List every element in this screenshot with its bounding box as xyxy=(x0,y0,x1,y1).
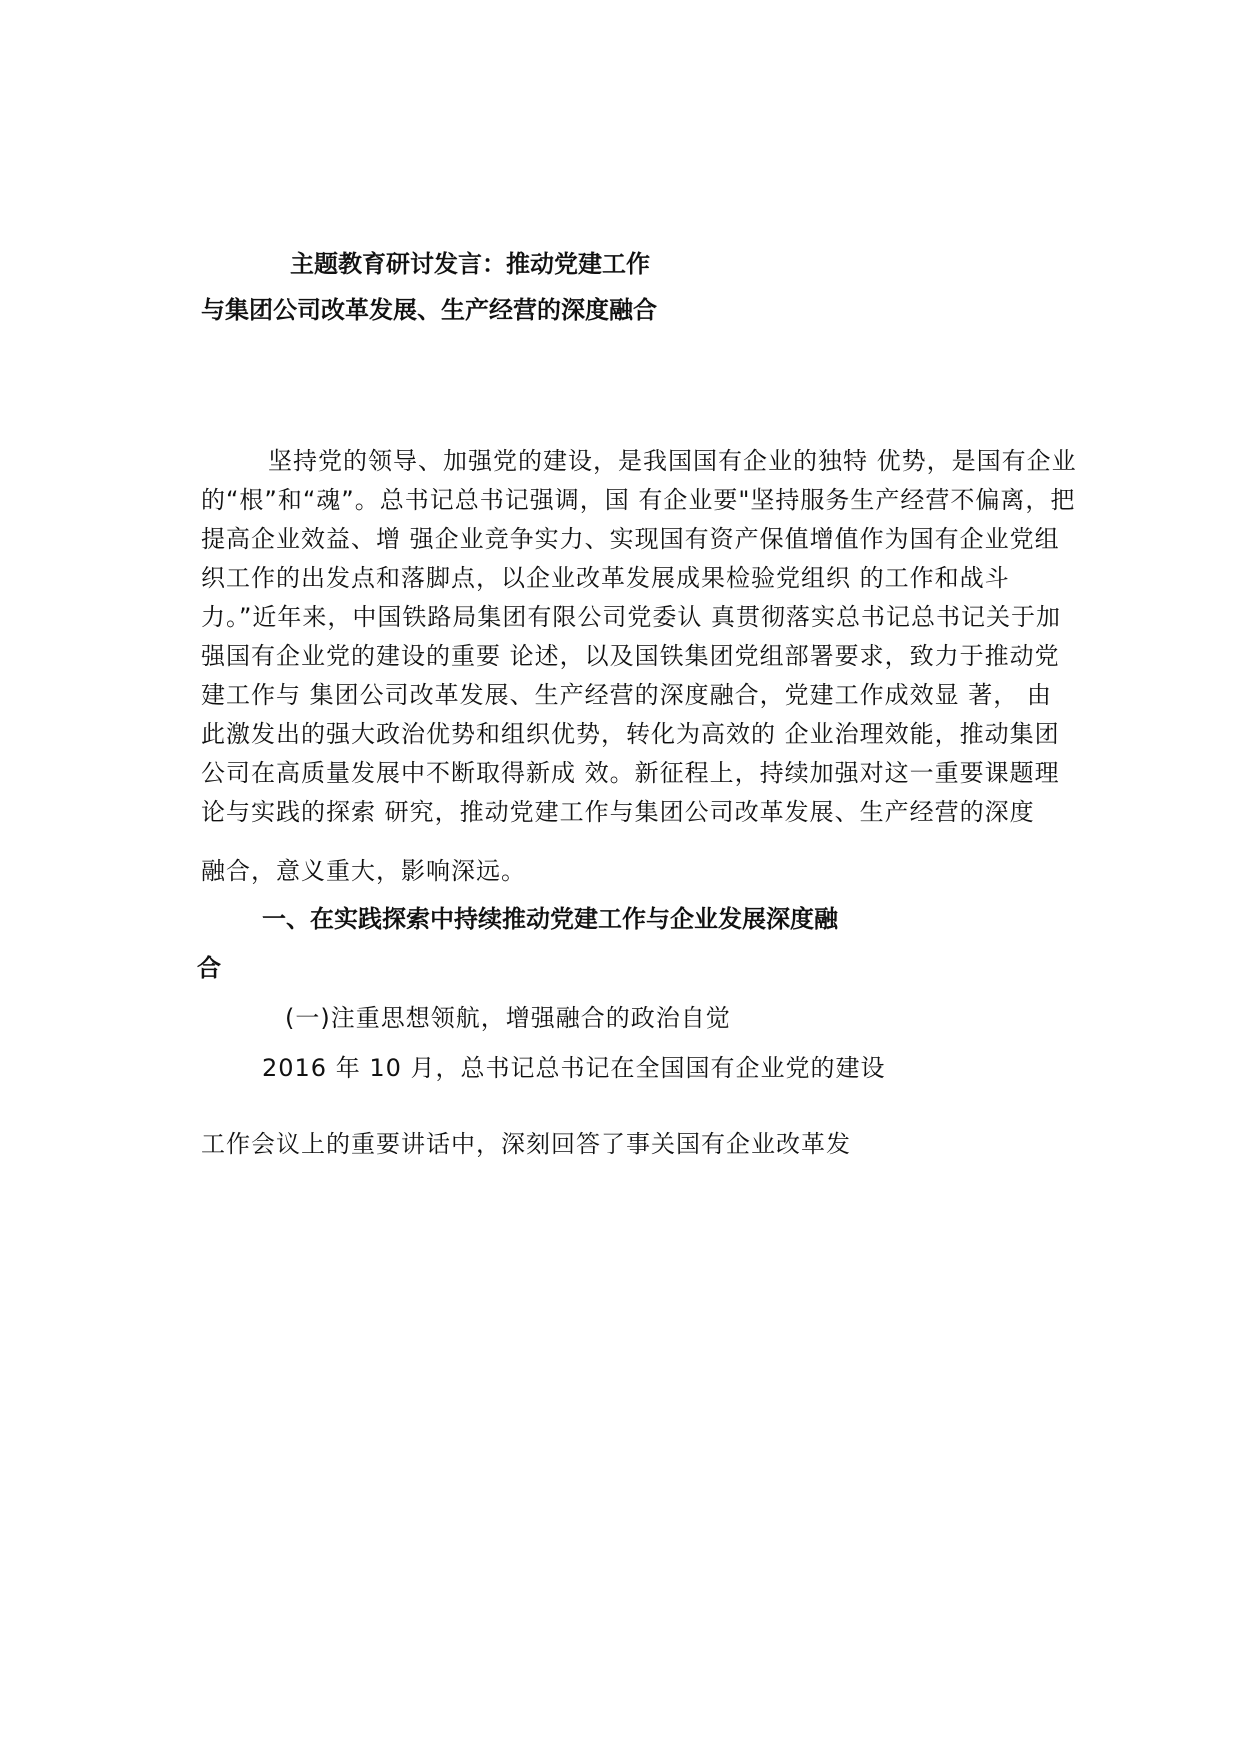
intro-paragraph-line-7: 建工作与 集团公司改革发展、生产经营的深度融合，党建工作成效显 著， 由 xyxy=(201,681,1052,709)
intro-paragraph-line-2: 的“根”和“魂”。总书记总书记强调，国 有企业要"坚持服务生产经营不偏离，把 xyxy=(201,486,1076,514)
intro-paragraph-line-1: 坚持党的领导、加强党的建设，是我国国有企业的独特 优势，是国有企业 xyxy=(268,447,1077,475)
subsection-1-heading: (一)注重思想领航，增强融合的政治自觉 xyxy=(285,1004,731,1032)
section-1-heading-line-2: 合 xyxy=(197,954,221,982)
paragraph-2-line-2: 工作会议上的重要讲话中，深刻回答了事关国有企业改革发 xyxy=(201,1130,851,1158)
intro-paragraph-line-10: 论与实践的探索 研究，推动党建工作与集团公司改革发展、生产经营的深度 xyxy=(201,798,1035,826)
intro-paragraph-line-3: 提高企业效益、增 强企业竞争实力、实现国有资产保值增值作为国有企业党组 xyxy=(201,525,1060,553)
intro-paragraph-line-8: 此激发出的强大政治优势和组织优势，转化为高效的 企业治理效能，推动集团 xyxy=(201,720,1060,748)
section-1-heading-line-1: 一、在实践探索中持续推动党建工作与企业发展深度融 xyxy=(262,905,838,933)
intro-paragraph-line-9: 公司在高质量发展中不断取得新成 效。新征程上，持续加强对这一重要课题理 xyxy=(201,759,1060,787)
document-title-line-2: 与集团公司改革发展、生产经营的深度融合 xyxy=(201,296,657,324)
intro-paragraph-tail: 融合，意义重大，影响深远。 xyxy=(201,857,526,885)
document-title-line-1: 主题教育研讨发言：推动党建工作 xyxy=(290,250,650,278)
intro-paragraph-line-6: 强国有企业党的建设的重要 论述，以及国铁集团党组部署要求，致力于推动党 xyxy=(201,642,1060,670)
intro-paragraph-line-4: 织工作的出发点和落脚点，以企业改革发展成果检验党组织 的工作和战斗 xyxy=(201,564,1010,592)
intro-paragraph-line-5: 力。”近年来，中国铁路局集团有限公司党委认 真贯彻落实总书记总书记关于加 xyxy=(201,603,1062,631)
paragraph-2-line-1: 2016 年 10 月，总书记总书记在全国国有企业党的建设 xyxy=(262,1054,886,1082)
